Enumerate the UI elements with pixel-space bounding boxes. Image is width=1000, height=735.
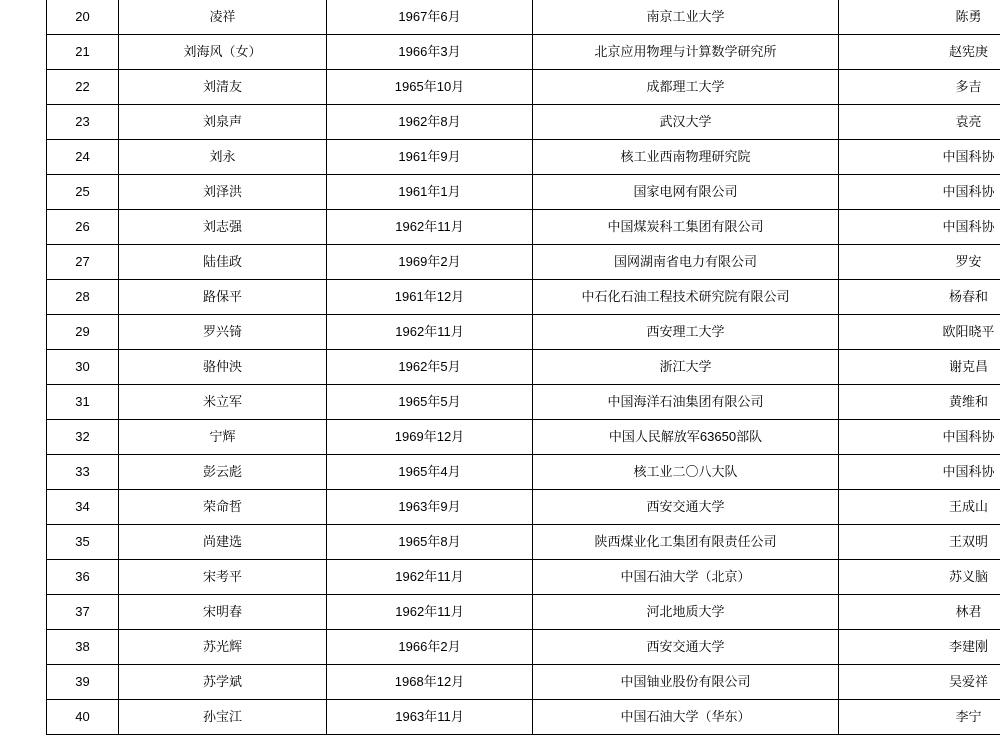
cell-nominator: 王成山 xyxy=(839,490,1000,525)
cell-nominator: 李建刚 xyxy=(839,630,1000,665)
cell-serial-number: 26 xyxy=(47,210,119,245)
cell-birth-date: 1962年11月 xyxy=(327,595,533,630)
cell-name: 孙宝江 xyxy=(119,700,327,735)
cell-serial-number: 40 xyxy=(47,700,119,735)
cell-nominator: 袁亮 xyxy=(839,105,1000,140)
table-row xyxy=(47,0,1000,35)
cell-birth-date: 1963年9月 xyxy=(327,490,533,525)
table-row xyxy=(47,105,1000,140)
cell-nominator: 罗安 xyxy=(839,245,1000,280)
cell-name: 刘泽洪 xyxy=(119,175,327,210)
cell-organization: 中国煤炭科工集团有限公司 xyxy=(533,210,839,245)
cell-birth-date: 1962年11月 xyxy=(327,315,533,350)
cell-nominator: 中国科协 xyxy=(839,210,1000,245)
cell-birth-date: 1967年6月 xyxy=(327,0,533,35)
cell-serial-number: 38 xyxy=(47,630,119,665)
cell-organization: 核工业西南物理研究院 xyxy=(533,140,839,175)
cell-serial-number: 20 xyxy=(47,0,119,35)
cell-nominator: 李宁 xyxy=(839,700,1000,735)
cell-nominator: 中国科协 xyxy=(839,140,1000,175)
cell-birth-date: 1969年2月 xyxy=(327,245,533,280)
cell-organization: 西安交通大学 xyxy=(533,490,839,525)
cell-name: 刘泉声 xyxy=(119,105,327,140)
cell-birth-date: 1961年9月 xyxy=(327,140,533,175)
cell-organization: 核工业二〇八大队 xyxy=(533,455,839,490)
cell-nominator: 多吉 xyxy=(839,70,1000,105)
cell-name: 彭云彪 xyxy=(119,455,327,490)
cell-organization: 中国铀业股份有限公司 xyxy=(533,665,839,700)
table-row xyxy=(47,420,1000,455)
cell-serial-number: 33 xyxy=(47,455,119,490)
cell-birth-date: 1962年5月 xyxy=(327,350,533,385)
table-row xyxy=(47,35,1000,70)
table-row xyxy=(47,245,1000,280)
cell-organization: 南京工业大学 xyxy=(533,0,839,35)
cell-organization: 陕西煤业化工集团有限责任公司 xyxy=(533,525,839,560)
table-body xyxy=(47,0,1000,735)
cell-name: 苏光辉 xyxy=(119,630,327,665)
cell-name: 米立军 xyxy=(119,385,327,420)
cell-name: 刘海风（女） xyxy=(119,35,327,70)
cell-birth-date: 1966年2月 xyxy=(327,630,533,665)
table-row xyxy=(47,595,1000,630)
cell-birth-date: 1961年12月 xyxy=(327,280,533,315)
cell-name: 刘志强 xyxy=(119,210,327,245)
cell-name: 荣命哲 xyxy=(119,490,327,525)
cell-nominator: 黄维和 xyxy=(839,385,1000,420)
table-row xyxy=(47,490,1000,525)
cell-name: 罗兴锜 xyxy=(119,315,327,350)
cell-nominator: 中国科协 xyxy=(839,420,1000,455)
cell-name: 陆佳政 xyxy=(119,245,327,280)
cell-name: 路保平 xyxy=(119,280,327,315)
cell-birth-date: 1961年1月 xyxy=(327,175,533,210)
cell-nominator: 中国科协 xyxy=(839,455,1000,490)
cell-serial-number: 39 xyxy=(47,665,119,700)
cell-birth-date: 1965年4月 xyxy=(327,455,533,490)
table-row xyxy=(47,665,1000,700)
cell-serial-number: 32 xyxy=(47,420,119,455)
cell-organization: 武汉大学 xyxy=(533,105,839,140)
cell-serial-number: 23 xyxy=(47,105,119,140)
cell-organization: 中国石油大学（北京） xyxy=(533,560,839,595)
cell-serial-number: 27 xyxy=(47,245,119,280)
cell-nominator: 欧阳晓平 xyxy=(839,315,1000,350)
table-row xyxy=(47,315,1000,350)
cell-organization: 河北地质大学 xyxy=(533,595,839,630)
cell-birth-date: 1962年11月 xyxy=(327,560,533,595)
cell-serial-number: 35 xyxy=(47,525,119,560)
table-row xyxy=(47,210,1000,245)
cell-organization: 中国人民解放军63650部队 xyxy=(533,420,839,455)
cell-nominator: 陈勇 xyxy=(839,0,1000,35)
cell-nominator: 王双明 xyxy=(839,525,1000,560)
cell-serial-number: 30 xyxy=(47,350,119,385)
cell-birth-date: 1965年8月 xyxy=(327,525,533,560)
cell-name: 凌祥 xyxy=(119,0,327,35)
cell-name: 宋考平 xyxy=(119,560,327,595)
cell-nominator: 中国科协 xyxy=(839,175,1000,210)
cell-birth-date: 1965年10月 xyxy=(327,70,533,105)
cell-organization: 国家电网有限公司 xyxy=(533,175,839,210)
cell-organization: 中石化石油工程技术研究院有限公司 xyxy=(533,280,839,315)
cell-nominator: 苏义脑 xyxy=(839,560,1000,595)
cell-serial-number: 24 xyxy=(47,140,119,175)
cell-name: 宋明春 xyxy=(119,595,327,630)
cell-nominator: 赵宪庚 xyxy=(839,35,1000,70)
table-row xyxy=(47,280,1000,315)
cell-name: 刘清友 xyxy=(119,70,327,105)
cell-birth-date: 1963年11月 xyxy=(327,700,533,735)
cell-nominator: 吴爱祥 xyxy=(839,665,1000,700)
cell-serial-number: 31 xyxy=(47,385,119,420)
cell-serial-number: 37 xyxy=(47,595,119,630)
cell-organization: 浙江大学 xyxy=(533,350,839,385)
cell-serial-number: 36 xyxy=(47,560,119,595)
cell-name: 骆仲泱 xyxy=(119,350,327,385)
cell-serial-number: 21 xyxy=(47,35,119,70)
table-row xyxy=(47,140,1000,175)
table-row xyxy=(47,175,1000,210)
cell-birth-date: 1968年12月 xyxy=(327,665,533,700)
cell-name: 苏学斌 xyxy=(119,665,327,700)
table-row xyxy=(47,350,1000,385)
table-row xyxy=(47,525,1000,560)
cell-serial-number: 25 xyxy=(47,175,119,210)
cell-nominator: 林君 xyxy=(839,595,1000,630)
cell-nominator: 谢克昌 xyxy=(839,350,1000,385)
cell-serial-number: 29 xyxy=(47,315,119,350)
cell-organization: 国网湖南省电力有限公司 xyxy=(533,245,839,280)
table-row xyxy=(47,455,1000,490)
cell-organization: 中国海洋石油集团有限公司 xyxy=(533,385,839,420)
cell-nominator: 杨春和 xyxy=(839,280,1000,315)
cell-birth-date: 1962年8月 xyxy=(327,105,533,140)
cell-organization: 中国石油大学（华东） xyxy=(533,700,839,735)
cell-organization: 北京应用物理与计算数学研究所 xyxy=(533,35,839,70)
cell-serial-number: 28 xyxy=(47,280,119,315)
cell-serial-number: 22 xyxy=(47,70,119,105)
candidate-roster-table xyxy=(46,0,1000,735)
table-row xyxy=(47,70,1000,105)
cell-organization: 西安交通大学 xyxy=(533,630,839,665)
cell-name: 刘永 xyxy=(119,140,327,175)
cell-birth-date: 1969年12月 xyxy=(327,420,533,455)
cell-organization: 成都理工大学 xyxy=(533,70,839,105)
table-row xyxy=(47,385,1000,420)
cell-organization: 西安理工大学 xyxy=(533,315,839,350)
table-row xyxy=(47,700,1000,735)
cell-birth-date: 1966年3月 xyxy=(327,35,533,70)
cell-birth-date: 1965年5月 xyxy=(327,385,533,420)
table-row xyxy=(47,630,1000,665)
cell-name: 尚建选 xyxy=(119,525,327,560)
table-row xyxy=(47,560,1000,595)
cell-birth-date: 1962年11月 xyxy=(327,210,533,245)
cell-serial-number: 34 xyxy=(47,490,119,525)
cell-name: 宁辉 xyxy=(119,420,327,455)
